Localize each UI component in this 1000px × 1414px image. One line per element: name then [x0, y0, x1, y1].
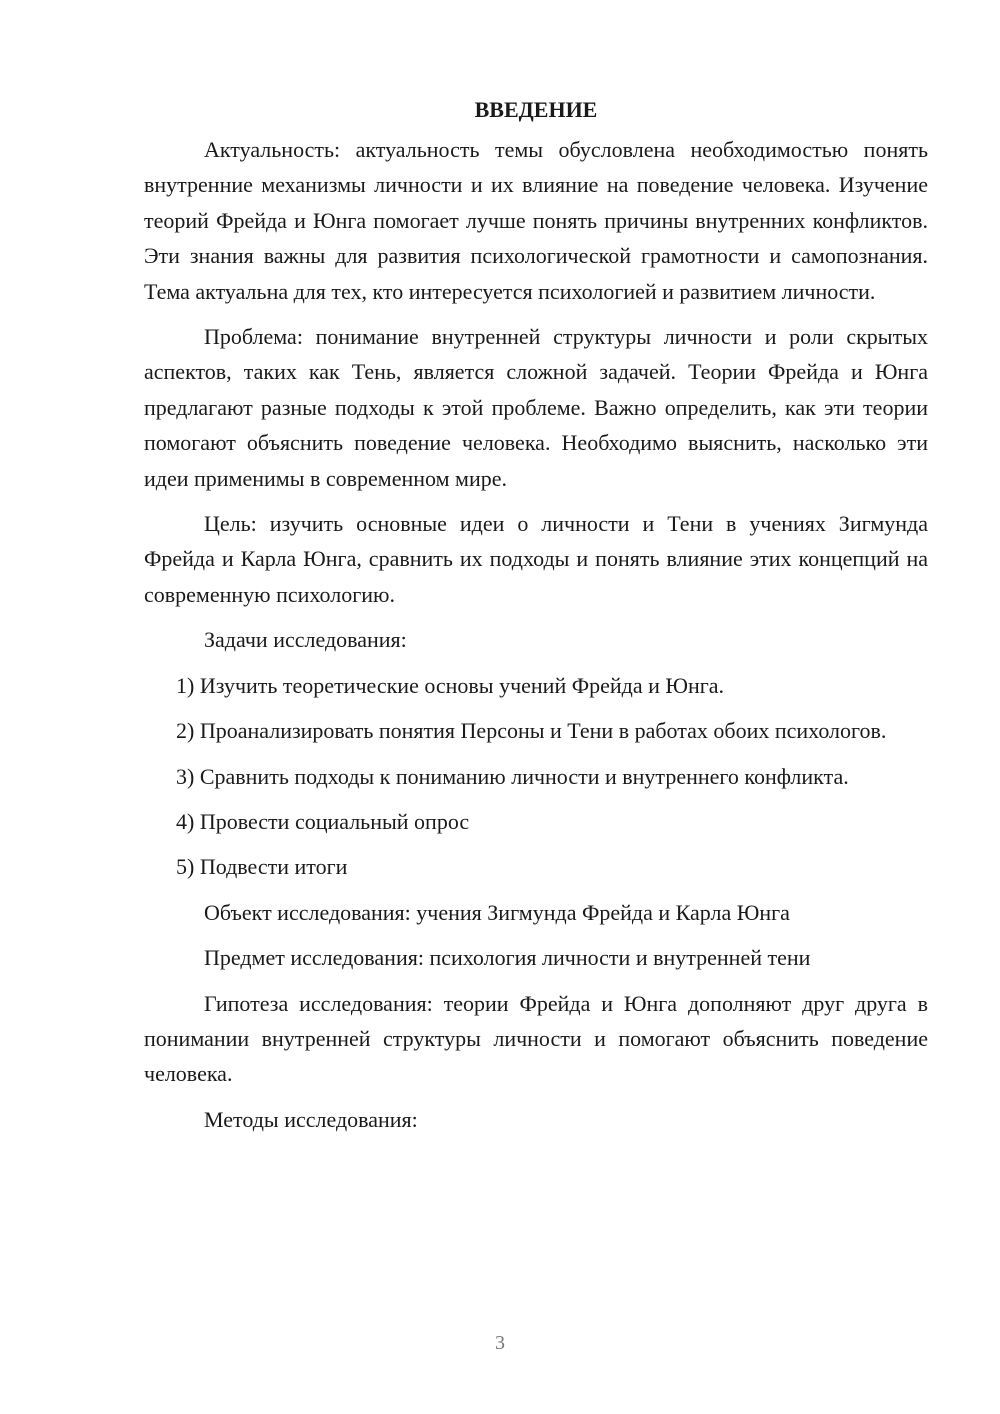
- section-title: ВВЕДЕНИЕ: [474, 97, 598, 122]
- document-page: [144, 92, 928, 1137]
- task-item-4: 4) Провести социальный опрос: [176, 808, 470, 834]
- tasks-list: [144, 668, 928, 885]
- paragraph-goal: Цель: изучить основные идеи о личности и Тени в учениях Зигмунда Фрейда и Карла Юнга, сравнить их подходы и понять влияние этих концепций на современную психологию.: [144, 511, 928, 607]
- task-item-2: 2) Проанализировать понятия Персоны и Тени в работах обоих психологов.: [176, 718, 887, 744]
- task-item-5: 5) Подвести итоги: [176, 854, 348, 880]
- paragraph-relevance: Актуальность: актуальность темы обусловлена необходимостью понять внутренние механизмы личности и их влияние на поведение человека. Изучение теорий Фрейда и Юнга помогает лучше понять причины внутренних конфликтов. Эти знания важны для развития психологической грамотности и самопознания. Тема актуальна для тех, кто интересуется психологией и развитием личности.: [144, 137, 928, 304]
- paragraph-object: Объект исследования: учения Зигмунда Фрейда и Карла Юнга: [204, 899, 790, 925]
- paragraph-subject: Предмет исследования: психология личности и внутренней тени: [204, 945, 811, 971]
- methods-heading: Методы исследования:: [204, 1106, 418, 1132]
- task-item-3: 3) Сравнить подходы к пониманию личности и внутреннего конфликта.: [176, 763, 849, 789]
- page-number: 3: [495, 1332, 505, 1354]
- paragraph-problem: Проблема: понимание внутренней структуры личности и роли скрытых аспектов, таких как Тень, является сложной задачей. Теории Фрейда и Юнга предлагают разные подходы к этой проблеме. Важно определить, как эти теории помогают объяснить поведение человека. Необходимо выяснить, насколько эти идеи применимы в современном мире.: [144, 324, 928, 491]
- task-item-1: 1) Изучить теоретические основы учений Фрейда и Юнга.: [176, 672, 725, 698]
- paragraph-hypothesis: Гипотеза исследования: теории Фрейда и Юнга дополняют друг друга в понимании внутренней структуры личности и помогают объяснить поведение человека.: [144, 990, 928, 1087]
- tasks-heading: Задачи исследования:: [204, 627, 407, 653]
